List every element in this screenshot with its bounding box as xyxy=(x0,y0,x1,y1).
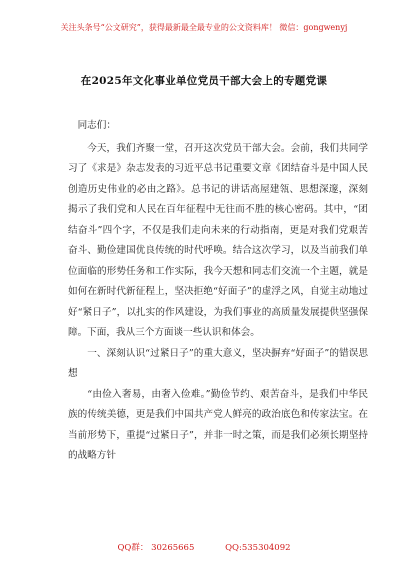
greeting-text: 同志们： xyxy=(77,120,116,131)
paragraph-intro: 今天，我们齐聚一堂，召开这次党员干部大会。会前，我们共同学习了《求是》杂志发表的习近平总书记重要文章《团结奋斗是中国人民创造历史伟业的必由之路》。总书记的讲话高屋建瓴、思想深邃，深刻揭示了我们党和人民在百年征程中无往而不胜的核心密码。其中，“团结奋斗”四个字，不仅是我们走向未来的行动指南，更是对我们党艰苦奋斗、勤俭建国优良传统的时代呼唤。结合这次学习，以及当前我们单位面临的形势任务和工作实际，我今天想和同志们交流一个主题，就是如何在新时代新征程上，坚决拒绝“好面子”的虚浮之风，自觉主动地过好“紧日子”，以扎实的作风建设，为我们事业的高质量发展提供坚强保障。下面，我从三个方面谈一些认识和体会。 xyxy=(68,142,368,338)
paragraph-section-1: “由俭入奢易，由奢入俭难。”勤俭节约、艰苦奋斗，是我们中华民族的传统美德，更是我们中国共产党人鲜亮的政治底色和传家法宝。在当前形势下，重提“过紧日子”，并非一时之策，而是我们必须长期坚持的战略方针 xyxy=(68,388,368,461)
document-title: 在2025年文化事业单位党员干部大会上的专题党课 xyxy=(80,75,328,87)
header-promo-text: 关注头条号“公文研究”，获得最新最全最专业的公文资料库！ 微信：gongwenyj xyxy=(60,23,348,32)
document-body xyxy=(68,116,368,467)
footer-qq-number: QQ:535304092 xyxy=(225,543,291,553)
footer-qq-group: QQ群： 30265665 xyxy=(117,543,195,553)
section-heading-1: 一、深刻认识“过紧日子”的重大意义，坚决摒弃“好面子”的错误思想 xyxy=(68,347,368,379)
footer-contact xyxy=(0,541,408,553)
